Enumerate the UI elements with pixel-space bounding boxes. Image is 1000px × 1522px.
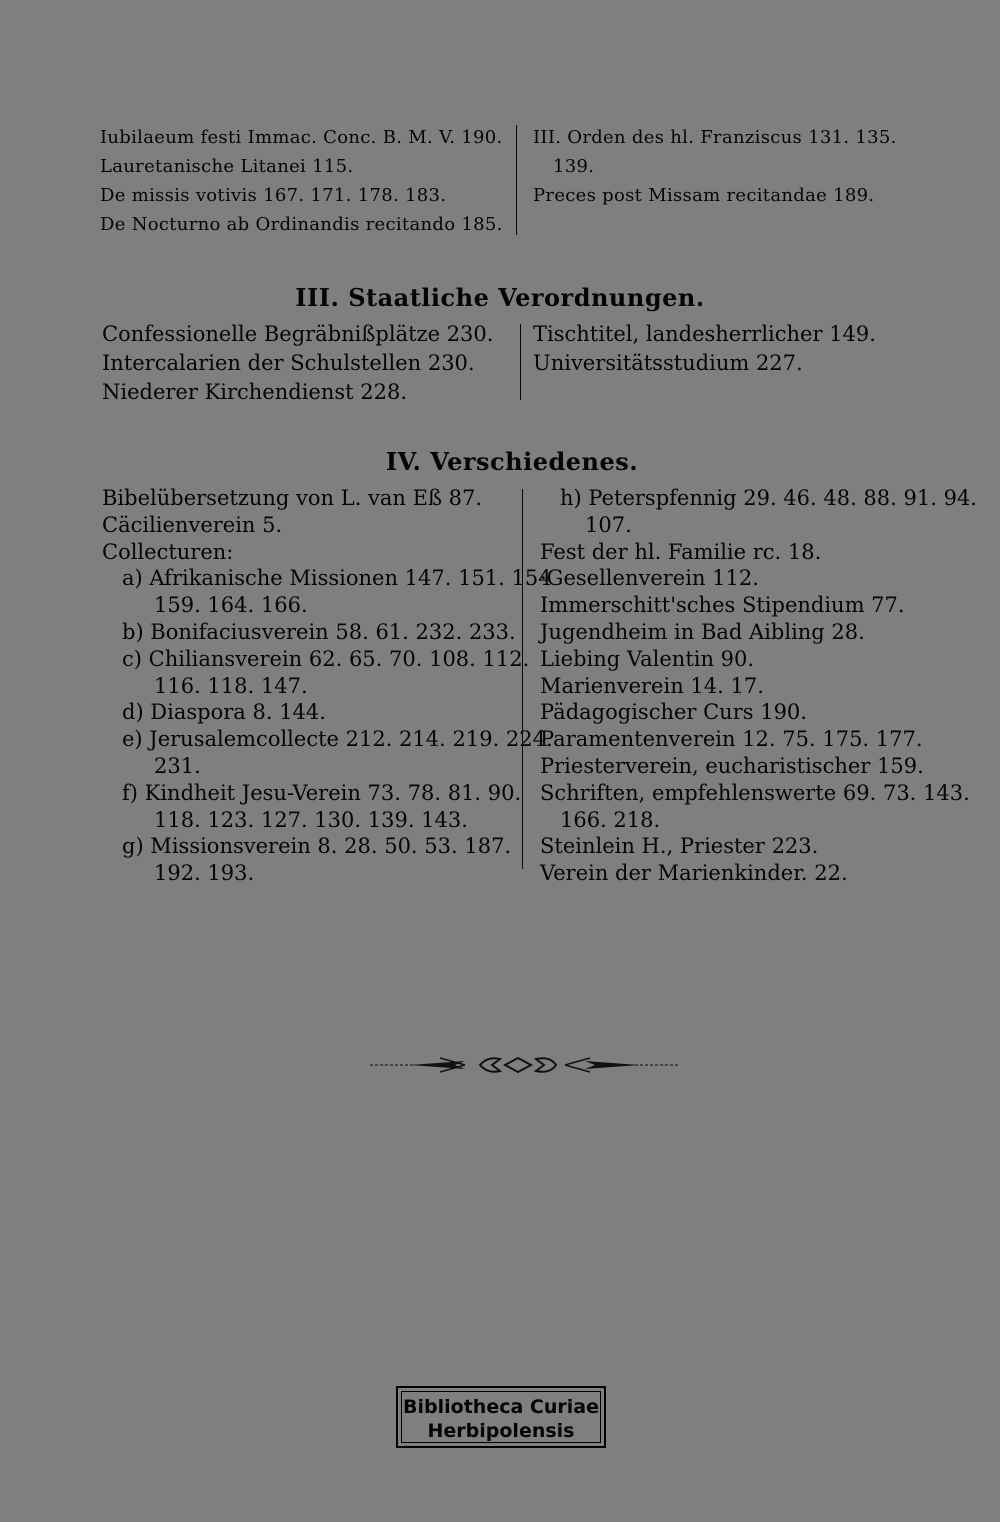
index-column-left <box>102 485 553 887</box>
column-divider <box>520 324 521 400</box>
index-entry: Tischtitel, landesherrlicher 149. <box>533 322 876 346</box>
index-entry: Marienverein 14. 17. <box>540 673 764 698</box>
index-column-left <box>100 123 503 239</box>
index-entry: Pädagogischer Curs 190. <box>540 700 807 725</box>
index-entry: ·Gesellenverein 112. <box>540 566 759 591</box>
index-entry: Steinlein H., Priester 223. <box>540 834 819 859</box>
index-entry: Lauretanische Litanei 115. <box>100 156 354 177</box>
index-entry: Confessionelle Begräbnißplätze 230. <box>102 322 494 346</box>
stamp-line-2: Herbipolensis <box>427 1420 575 1442</box>
section-heading-verschiedenes: IV. Verschiedenes. <box>385 447 639 476</box>
stamp-line-1: Bibliotheca Curiae <box>403 1396 599 1418</box>
index-entry-continuation: 139. <box>553 156 595 177</box>
section-heading-staatliche: III. Staatliche Verordnungen. <box>295 283 705 312</box>
index-entry: De Nocturno ab Ordinandis recitando 185. <box>100 214 503 235</box>
index-subentry: g) Missionsverein 8. 28. 50. 53. 187. <box>122 834 512 859</box>
index-entry: Universitätsstudium 227. <box>533 351 803 375</box>
index-entry-continuation: 118. 123. 127. 130. 139. 143. <box>154 807 468 832</box>
index-subentry: d) Diaspora 8. 144. <box>122 700 326 725</box>
index-entry-continuation: 116. 118. 147. <box>154 673 308 698</box>
ornamental-divider-icon <box>370 1050 680 1080</box>
index-entry: Verein der Marienkinder. 22. <box>540 861 848 886</box>
index-entry: Jugendheim in Bad Aibling 28. <box>540 619 865 644</box>
index-entry-continuation: 192. 193. <box>154 861 255 886</box>
index-column-right <box>540 485 977 887</box>
index-entry: Priesterverein, eucharistischer 159. <box>540 753 924 778</box>
index-entry: Intercalarien der Schulstellen 230. <box>102 351 475 375</box>
index-column-right <box>533 320 876 378</box>
column-divider <box>522 489 523 869</box>
index-subentry: h) Peterspfennig 29. 46. 48. 88. 91. 94. <box>560 486 977 510</box>
index-entry: Paramentenverein 12. 75. 175. 177. <box>540 727 923 752</box>
index-subentry: e) Jerusalemcollecte 212. 214. 219. 224. <box>122 727 553 752</box>
library-stamp <box>396 1386 606 1448</box>
index-column-left <box>102 320 493 407</box>
index-entry-continuation: 107. <box>585 512 632 537</box>
index-entry: Iubilaeum festi Immac. Conc. B. M. V. 190. <box>100 127 503 148</box>
index-entry: Collecturen: <box>102 539 234 564</box>
index-entry: Liebing Valentin 90. <box>540 646 755 671</box>
index-entry: Niederer Kirchendienst 228. <box>102 380 408 404</box>
index-entry: III. Orden des hl. Franziscus 131. 135. <box>533 127 897 148</box>
index-entry: Immerschitt'sches Stipendium 77. <box>540 593 905 618</box>
index-entry: De missis votivis 167. 171. 178. 183. <box>100 185 447 206</box>
index-subentry: c) Chiliansverein 62. 65. 70. 108. 112. <box>122 646 530 671</box>
index-entry-continuation: 231. <box>154 753 201 778</box>
index-entry: Fest der hl. Familie rc. 18. <box>540 539 822 564</box>
index-entry: Preces post Missam recitandae 189. <box>533 185 875 206</box>
index-subentry: f) Kindheit Jesu-Verein 73. 78. 81. 90. <box>122 780 522 805</box>
index-subentry: a) Afrikanische Missionen 147. 151. 154 <box>122 566 552 591</box>
index-entry: Bibelübersetzung von L. van Eß 87. <box>102 486 483 510</box>
index-entry-continuation: 159. 164. 166. <box>154 593 308 618</box>
index-column-right <box>533 123 897 210</box>
index-entry: Schriften, empfehlenswerte 69. 73. 143. <box>540 780 970 805</box>
index-subentry: b) Bonifaciusverein 58. 61. 232. 233. <box>122 619 516 644</box>
index-entry: Cäcilienverein 5. <box>102 512 283 537</box>
index-entry-continuation: 166. 218. <box>560 807 661 832</box>
column-divider <box>516 125 517 235</box>
